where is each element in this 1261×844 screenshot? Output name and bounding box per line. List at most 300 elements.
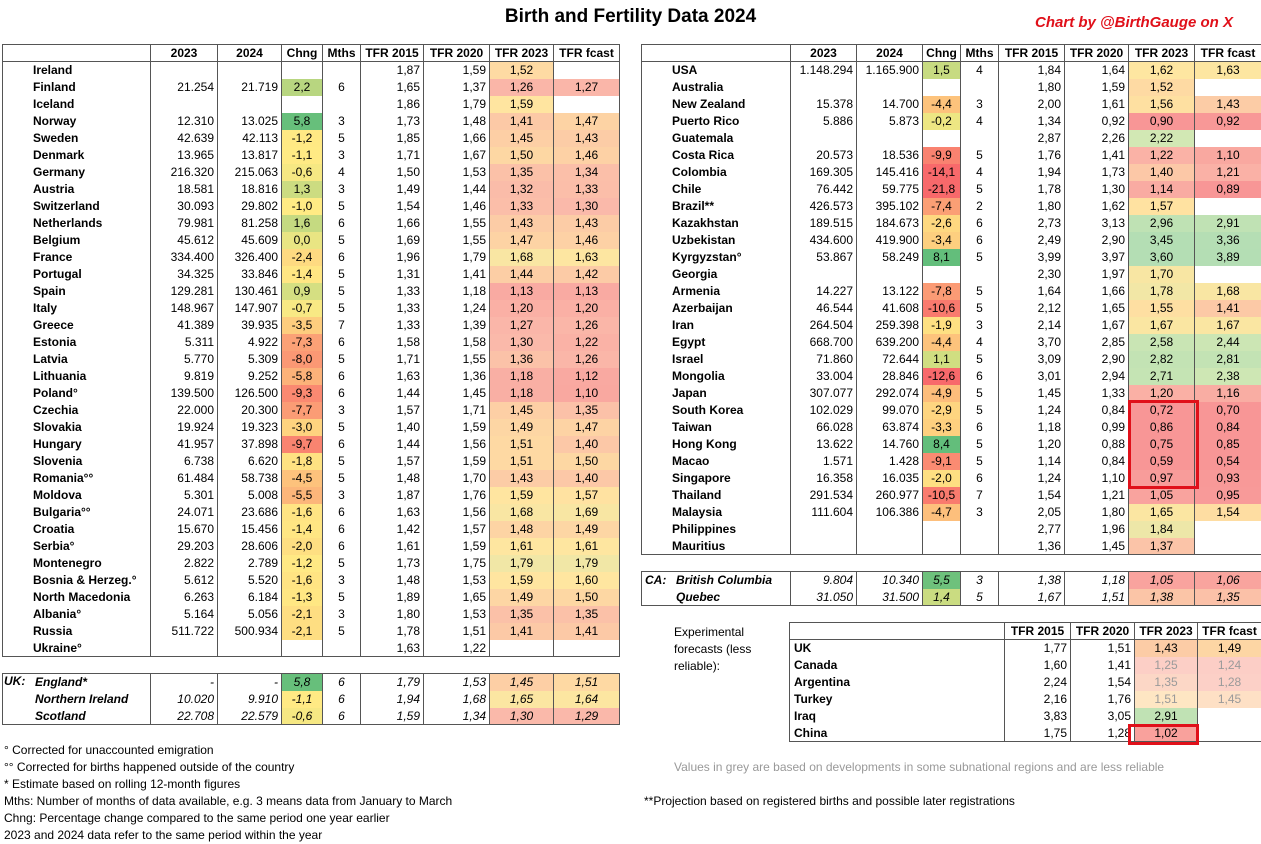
exp-country-cell: Turkey [790,691,1005,708]
europe-header-country [3,45,151,62]
europe-tfr2023-cell: 1,51 [490,436,554,453]
europe-tfr2015-cell: 1,89 [361,589,424,606]
europe-row [3,164,620,181]
canada-tfr2020-cell: 1,51 [1065,589,1129,606]
world-mths-cell: 5 [961,249,999,266]
canada-y2024-cell: 31.500 [857,589,923,606]
europe-tfr2020-cell: 1,58 [424,334,490,351]
world-chng-cell: -4,4 [923,334,961,351]
world-country-cell: Colombia [642,164,791,181]
world-mths-cell: 3 [961,96,999,113]
world-row [642,368,1261,385]
europe-mths-cell [323,640,361,657]
world-tfr2015-cell: 1,64 [999,283,1065,300]
world-y2023-cell: 46.544 [791,300,857,317]
exp-tfr2023-cell: 2,91 [1135,708,1198,725]
europe-tfr2020-cell: 1,79 [424,96,490,113]
exp-tfr2023-cell: 1,35 [1135,674,1198,691]
world-row [642,198,1261,215]
europe-chng-cell: -1,4 [282,521,323,538]
europe-header-y2024: 2024 [218,45,282,62]
europe-y2023-cell: 139.500 [151,385,218,402]
europe-tfr2023-cell: 1,18 [490,385,554,402]
world-y2023-cell: 111.604 [791,504,857,521]
world-tfr2020-cell: 1,97 [1065,266,1129,283]
europe-y2024-cell [218,96,282,113]
exp-tfr-fcast-cell [1198,708,1261,725]
exp-row [790,674,1261,691]
uk-tfr2020-cell: 1,68 [424,691,490,708]
footnote: ° Corrected for unaccounted emigration [4,743,214,757]
world-mths-cell: 3 [961,504,999,521]
europe-y2023-cell: 6.263 [151,589,218,606]
world-y2024-cell: 72.644 [857,351,923,368]
europe-chng-cell: -2,0 [282,538,323,555]
europe-row [3,385,620,402]
europe-row [3,215,620,232]
uk-row [3,708,620,725]
uk-tfr2015-cell: 1,94 [361,691,424,708]
europe-tfr2020-cell: 1,67 [424,147,490,164]
world-chng-cell [923,521,961,538]
exp-header-row [790,623,1261,640]
europe-country-cell: Denmark [3,147,151,164]
europe-tfr-fcast-cell [554,96,620,113]
exp-tfr2015-cell: 3,83 [1005,708,1071,725]
world-chng-cell: -2,0 [923,470,961,487]
world-y2024-cell: 63.874 [857,419,923,436]
world-y2023-cell: 20.573 [791,147,857,164]
world-y2024-cell: 395.102 [857,198,923,215]
europe-country-cell: Montenegro [3,555,151,572]
europe-chng-cell: -4,5 [282,470,323,487]
world-mths-cell: 5 [961,181,999,198]
europe-country-cell: Croatia [3,521,151,538]
europe-tfr2015-cell: 1,66 [361,215,424,232]
europe-header-tfr-fcast: TFR fcast [554,45,620,62]
world-country-cell: Iran [642,317,791,334]
europe-y2024-cell: 28.606 [218,538,282,555]
world-tfr-fcast-cell: 1,63 [1195,62,1261,79]
canada-label: CA: [645,573,667,587]
europe-tfr-fcast-cell: 1,61 [554,538,620,555]
world-tfr2020-cell: 0,84 [1065,402,1129,419]
europe-tfr2023-cell: 1,41 [490,623,554,640]
europe-mths-cell: 6 [323,436,361,453]
europe-chng-cell: -9,3 [282,385,323,402]
europe-chng-cell: -2,1 [282,623,323,640]
europe-mths-cell: 6 [323,521,361,538]
world-tfr2020-cell: 3,13 [1065,215,1129,232]
world-y2024-cell: 18.536 [857,147,923,164]
europe-row [3,62,620,79]
credit-text: Chart by @BirthGauge on X [1035,14,1233,31]
exp-tfr2020-cell: 3,05 [1071,708,1135,725]
world-row [642,504,1261,521]
world-y2024-cell: 28.846 [857,368,923,385]
europe-tfr2020-cell: 1,44 [424,181,490,198]
uk-country-cell: England* [3,674,151,691]
europe-tfr2023-cell: 1,47 [490,232,554,249]
world-tfr2020-cell: 1,64 [1065,62,1129,79]
canada-table [641,571,1261,606]
exp-country-cell: Canada [790,657,1005,674]
world-row [642,113,1261,130]
europe-mths-cell: 3 [323,181,361,198]
world-y2023-cell: 169.305 [791,164,857,181]
world-row [642,130,1261,147]
europe-y2024-cell: 5.309 [218,351,282,368]
world-header-row [642,45,1261,62]
europe-tfr2020-cell: 1,46 [424,198,490,215]
world-y2023-cell: 53.867 [791,249,857,266]
europe-y2023-cell: 61.484 [151,470,218,487]
world-tfr-fcast-cell: 1,68 [1195,283,1261,300]
world-tfr-fcast-cell: 3,36 [1195,232,1261,249]
world-y2023-cell [791,130,857,147]
world-tfr2015-cell: 1,80 [999,79,1065,96]
europe-y2024-cell: 215.063 [218,164,282,181]
europe-tfr2015-cell: 1,63 [361,640,424,657]
europe-chng-cell: 5,8 [282,113,323,130]
europe-y2023-cell: 129.281 [151,283,218,300]
europe-tfr2023-cell: 1,13 [490,283,554,300]
europe-y2023-cell [151,640,218,657]
europe-chng-cell: 2,2 [282,79,323,96]
footnote: °° Corrected for births happened outside of the country [4,760,295,774]
world-tfr2020-cell: 1,67 [1065,317,1129,334]
europe-country-cell: Norway [3,113,151,130]
europe-tfr2015-cell: 1,31 [361,266,424,283]
world-tfr2015-cell: 1,36 [999,538,1065,555]
europe-tfr2020-cell: 1,51 [424,623,490,640]
world-tfr2015-cell: 1,54 [999,487,1065,504]
highlight-box-asia [1128,400,1199,489]
world-mths-cell [961,266,999,283]
exp-header-tfr-fcast: TFR fcast [1198,623,1261,640]
europe-y2023-cell: 334.400 [151,249,218,266]
uk-label: UK: [4,674,26,688]
europe-chng-cell: -1,2 [282,555,323,572]
europe-chng-cell: -8,0 [282,351,323,368]
europe-chng-cell: -1,6 [282,504,323,521]
canada-mths-cell: 3 [961,572,999,589]
world-tfr2015-cell: 2,87 [999,130,1065,147]
world-y2024-cell [857,538,923,555]
europe-row [3,572,620,589]
world-row [642,96,1261,113]
europe-row [3,606,620,623]
europe-y2023-cell: 13.965 [151,147,218,164]
europe-tfr2020-cell: 1,53 [424,572,490,589]
world-tfr2023-cell: 2,22 [1129,130,1195,147]
world-country-cell: Philippines [642,521,791,538]
world-tfr-fcast-cell: 0,93 [1195,470,1261,487]
world-header-tfr2023: TFR 2023 [1129,45,1195,62]
world-tfr2023-cell: 1,65 [1129,504,1195,521]
europe-mths-cell: 5 [323,419,361,436]
europe-tfr2020-cell: 1,39 [424,317,490,334]
europe-country-cell: Bulgaria°° [3,504,151,521]
world-y2023-cell: 13.622 [791,436,857,453]
world-tfr2015-cell: 1,34 [999,113,1065,130]
europe-country-cell: Belgium [3,232,151,249]
europe-y2024-cell: 29.802 [218,198,282,215]
europe-tfr2023-cell [490,640,554,657]
world-country-cell: Japan [642,385,791,402]
europe-row [3,589,620,606]
world-tfr2015-cell: 1,18 [999,419,1065,436]
world-tfr-fcast-cell: 0,92 [1195,113,1261,130]
uk-y2024-cell: 22.579 [218,708,282,725]
europe-tfr2023-cell: 1,49 [490,419,554,436]
world-chng-cell [923,79,961,96]
world-tfr2023-cell: 1,62 [1129,62,1195,79]
europe-tfr2023-cell: 1,52 [490,62,554,79]
europe-tfr2015-cell: 1,78 [361,623,424,640]
world-y2023-cell: 76.442 [791,181,857,198]
world-country-cell: Singapore [642,470,791,487]
world-mths-cell: 5 [961,283,999,300]
europe-y2024-cell: 45.609 [218,232,282,249]
europe-y2023-cell: 216.320 [151,164,218,181]
europe-country-cell: Netherlands [3,215,151,232]
uk-tfr2023-cell: 1,30 [490,708,554,725]
europe-row [3,198,620,215]
europe-country-cell: Albania° [3,606,151,623]
europe-mths-cell: 5 [323,232,361,249]
europe-tfr2020-cell: 1,18 [424,283,490,300]
europe-y2024-cell: 15.456 [218,521,282,538]
world-mths-cell [961,521,999,538]
europe-row [3,521,620,538]
exp-country-cell: UK [790,640,1005,657]
europe-chng-cell [282,62,323,79]
world-country-cell: Georgia [642,266,791,283]
europe-chng-cell: -2,4 [282,249,323,266]
world-chng-cell: -7,8 [923,283,961,300]
world-chng-cell: -3,4 [923,232,961,249]
europe-tfr2020-cell: 1,71 [424,402,490,419]
europe-chng-cell: -1,1 [282,147,323,164]
world-chng-cell: -10,5 [923,487,961,504]
world-tfr2015-cell: 1,78 [999,181,1065,198]
europe-mths-cell: 5 [323,351,361,368]
world-y2023-cell: 1.571 [791,453,857,470]
uk-mths-cell: 6 [323,674,361,691]
europe-y2023-cell: 30.093 [151,198,218,215]
world-country-cell: Australia [642,79,791,96]
world-tfr2023-cell: 1,78 [1129,283,1195,300]
europe-country-cell: Hungary [3,436,151,453]
europe-tfr2023-cell: 1,61 [490,538,554,555]
europe-tfr-fcast-cell: 1,13 [554,283,620,300]
europe-row [3,623,620,640]
europe-mths-cell: 5 [323,623,361,640]
world-tfr2023-cell: 1,37 [1129,538,1195,555]
europe-row [3,419,620,436]
europe-country-cell: Switzerland [3,198,151,215]
europe-country-cell: Poland° [3,385,151,402]
world-mths-cell: 6 [961,470,999,487]
europe-y2024-cell: 326.400 [218,249,282,266]
europe-chng-cell: 0,0 [282,232,323,249]
highlight-box-china [1128,724,1199,745]
uk-tfr2020-cell: 1,53 [424,674,490,691]
world-chng-cell: -12,6 [923,368,961,385]
europe-tfr2023-cell: 1,41 [490,113,554,130]
europe-y2024-cell: 5.520 [218,572,282,589]
europe-tfr2015-cell: 1,73 [361,555,424,572]
europe-tfr-fcast-cell: 1,40 [554,436,620,453]
world-header-y2023: 2023 [791,45,857,62]
world-tfr2023-cell: 1,67 [1129,317,1195,334]
world-y2023-cell: 71.860 [791,351,857,368]
europe-tfr-fcast-cell: 1,69 [554,504,620,521]
world-tfr2015-cell: 1,76 [999,147,1065,164]
europe-header-row [3,45,620,62]
world-y2024-cell: 184.673 [857,215,923,232]
europe-row [3,538,620,555]
world-chng-cell: -10,6 [923,300,961,317]
europe-y2024-cell: 147.907 [218,300,282,317]
world-mths-cell: 4 [961,334,999,351]
exp-tfr2020-cell: 1,28 [1071,725,1135,742]
world-tfr2015-cell: 3,99 [999,249,1065,266]
europe-tfr2020-cell: 1,45 [424,385,490,402]
world-tfr2015-cell: 2,05 [999,504,1065,521]
world-mths-cell: 3 [961,317,999,334]
world-header-country [642,45,791,62]
world-y2023-cell [791,521,857,538]
europe-y2023-cell: 5.770 [151,351,218,368]
europe-country-cell: Bosnia & Herzeg.° [3,572,151,589]
europe-country-cell: North Macedonia [3,589,151,606]
canada-country-cell: British Columbia [642,572,791,589]
world-y2023-cell: 307.077 [791,385,857,402]
europe-country-cell: Greece [3,317,151,334]
exp-tfr2020-cell: 1,76 [1071,691,1135,708]
world-tfr-fcast-cell: 1,16 [1195,385,1261,402]
world-row [642,181,1261,198]
europe-y2024-cell: 20.300 [218,402,282,419]
europe-y2024-cell: 130.461 [218,283,282,300]
europe-chng-cell: 1,6 [282,215,323,232]
world-y2024-cell: 260.977 [857,487,923,504]
europe-y2023-cell [151,96,218,113]
uk-tfr-fcast-cell: 1,64 [554,691,620,708]
uk-tfr2023-cell: 1,65 [490,691,554,708]
europe-tfr2023-cell: 1,51 [490,453,554,470]
world-tfr-fcast-cell [1195,521,1261,538]
europe-y2024-cell: 4.922 [218,334,282,351]
world-tfr2015-cell: 2,12 [999,300,1065,317]
world-country-cell: Kazakhstan [642,215,791,232]
world-tfr2015-cell: 2,77 [999,521,1065,538]
world-chng-cell: 1,1 [923,351,961,368]
canada-chng-cell: 1,4 [923,589,961,606]
uk-chng-cell: -1,1 [282,691,323,708]
europe-tfr2015-cell: 1,63 [361,368,424,385]
europe-tfr2023-cell: 1,59 [490,487,554,504]
exp-tfr2015-cell: 1,77 [1005,640,1071,657]
europe-tfr2023-cell: 1,18 [490,368,554,385]
world-y2024-cell [857,266,923,283]
europe-mths-cell: 5 [323,266,361,283]
world-tfr2015-cell: 2,30 [999,266,1065,283]
world-tfr2020-cell: 2,26 [1065,130,1129,147]
europe-tfr2020-cell: 1,56 [424,436,490,453]
europe-tfr2020-cell: 1,55 [424,351,490,368]
world-chng-cell: -2,9 [923,402,961,419]
world-tfr2015-cell: 1,84 [999,62,1065,79]
world-country-cell: Malaysia [642,504,791,521]
world-y2024-cell: 419.900 [857,232,923,249]
europe-tfr2020-cell: 1,76 [424,487,490,504]
europe-tfr2020-cell: 1,56 [424,504,490,521]
world-tfr2020-cell: 0,88 [1065,436,1129,453]
exp-tfr2020-cell: 1,41 [1071,657,1135,674]
europe-tfr2020-cell: 1,53 [424,164,490,181]
world-tfr-fcast-cell: 0,95 [1195,487,1261,504]
world-y2024-cell: 639.200 [857,334,923,351]
europe-tfr2020-cell: 1,37 [424,79,490,96]
europe-tfr2015-cell: 1,80 [361,606,424,623]
europe-row [3,436,620,453]
europe-mths-cell: 3 [323,113,361,130]
europe-tfr2023-cell: 1,50 [490,147,554,164]
world-tfr2023-cell: 0,72 [1129,402,1195,419]
world-tfr2015-cell: 3,09 [999,351,1065,368]
europe-tfr2020-cell: 1,53 [424,606,490,623]
world-mths-cell: 5 [961,453,999,470]
canada-mths-cell: 5 [961,589,999,606]
europe-tfr2020-cell: 1,65 [424,589,490,606]
world-tfr2020-cell: 1,66 [1065,283,1129,300]
uk-country-cell: Northern Ireland [3,691,151,708]
exp-tfr-fcast-cell: 1,49 [1198,640,1261,657]
exp-tfr-fcast-cell: 1,45 [1198,691,1261,708]
europe-mths-cell: 6 [323,504,361,521]
europe-mths-cell: 6 [323,215,361,232]
world-tfr2020-cell: 1,73 [1065,164,1129,181]
world-country-cell: Egypt [642,334,791,351]
europe-y2023-cell: 29.203 [151,538,218,555]
world-country-cell: Thailand [642,487,791,504]
europe-tfr-fcast-cell: 1,79 [554,555,620,572]
europe-tfr2023-cell: 1,35 [490,164,554,181]
europe-mths-cell: 6 [323,334,361,351]
europe-chng-cell [282,96,323,113]
world-tfr2023-cell: 1,22 [1129,147,1195,164]
europe-y2023-cell: 22.000 [151,402,218,419]
europe-row [3,402,620,419]
world-chng-cell: 8,1 [923,249,961,266]
europe-mths-cell: 6 [323,385,361,402]
world-chng-cell: -21,8 [923,181,961,198]
world-tfr2023-cell: 1,55 [1129,300,1195,317]
europe-chng-cell: -3,0 [282,419,323,436]
world-country-cell: Taiwan [642,419,791,436]
world-tfr-fcast-cell: 0,84 [1195,419,1261,436]
world-chng-cell: -9,1 [923,453,961,470]
europe-mths-cell: 5 [323,453,361,470]
europe-mths-cell: 5 [323,130,361,147]
europe-y2024-cell: 126.500 [218,385,282,402]
europe-mths-cell [323,96,361,113]
europe-tfr2015-cell: 1,57 [361,453,424,470]
world-y2023-cell [791,79,857,96]
